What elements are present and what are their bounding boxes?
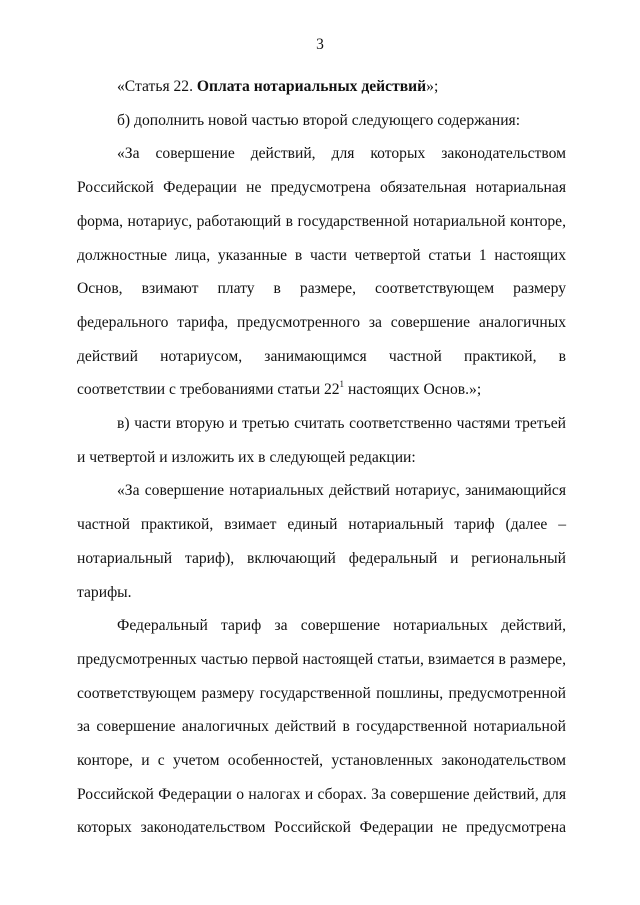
article-title-prefix: «Статья 22.: [117, 78, 197, 95]
superscript-index: 1: [339, 379, 345, 390]
paragraph-article-title: [77, 70, 566, 104]
article-title-suffix: »;: [426, 78, 439, 95]
paragraph-new-part-two-end: настоящих Основ.»;: [344, 381, 482, 399]
document-body: [77, 70, 566, 845]
page-number: 3: [316, 36, 324, 53]
paragraph-new-part-two: [77, 137, 566, 407]
paragraph-new-part-two-text: «За совершение действий, для которых законодательством Российской Федерации не предусмотрена обязательная нотариальная форма, нотариус, работающий в государственной нотариальной конторе, должностные лица, указанные в части четвертой статьи 1 настоящих Основ, взимают плату в размере, соответствующем размеру федерального тарифа, предусмотренного за совершение аналогичных действий нотариусом, занимающимся частной практикой, в соответствии с требованиями статьи 22: [77, 145, 566, 399]
paragraph-federal-tariff: Федеральный тариф за совершение нотариальных действий, предусмотренных частью первой настоящей статьи, взимается в размере, соответствующем размеру государственной пошлины, предусмотренной за совершение аналогичных действий в государственной нотариальной конторе, и с учетом особенностей, установленных законодательством Российской Федерации о налогах и сборах. За совершение действий, для которых законодательством Российской Федерации не предусмотрена: [77, 617, 566, 837]
article-title-bold: Оплата нотариальных действий: [196, 78, 427, 95]
paragraph-b: б) дополнить новой частью второй следующего содержания:: [117, 111, 521, 129]
paragraph-v: в) части вторую и третью считать соответственно частями третьей и четвертой и изложить их в следующей редакции:: [77, 415, 566, 466]
paragraph-unified-tariff: «За совершение нотариальных действий нотариус, занимающийся частной практикой, взимает единый нотариальный тариф (далее – нотариальный тариф), включающий федеральный и региональный тарифы.: [77, 482, 566, 601]
